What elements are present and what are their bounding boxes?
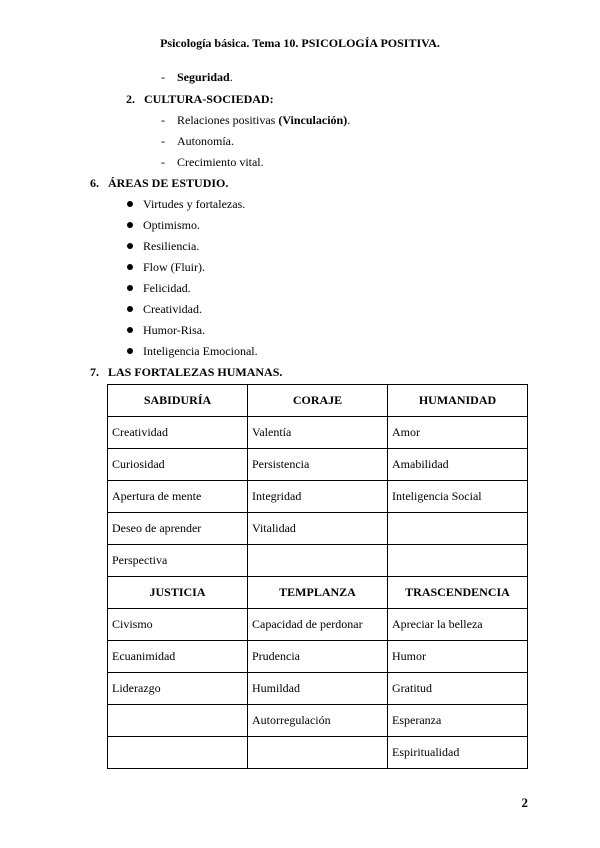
section-number: 2. [126,92,135,106]
table-cell: Espiritualidad [388,737,528,769]
bullet-label: Creatividad. [143,302,202,316]
table-header-row [108,385,528,417]
list-item: - Autonomía. [161,134,234,148]
bullet-label: Humor-Risa. [143,323,206,337]
bullet-item [127,239,199,254]
list-item-seguridad: - Seguridad. [161,70,233,84]
bullet-label: Virtudes y fortalezas. [143,197,246,211]
bullet-icon [127,243,133,249]
bullet-item [127,218,200,233]
table-header-cell: TRASCENDENCIA [388,577,528,609]
table-row [108,737,528,769]
bullet-label: Inteligencia Emocional. [143,344,258,358]
table-header-cell: HUMANIDAD [388,385,528,417]
section-heading-6 [90,176,228,191]
table-cell: Liderazgo [108,673,248,705]
table-header-cell: SABIDURÍA [108,385,248,417]
bullet-item [127,302,202,317]
section-title: ÁREAS DE ESTUDIO. [108,176,229,190]
bullet-icon [127,201,133,207]
bullet-item [127,197,245,212]
table-cell: Gratitud [388,673,528,705]
section-heading-2 [126,92,274,107]
bullet-icon [127,306,133,312]
table-cell: Persistencia [248,449,388,481]
table-cell: Civismo [108,609,248,641]
table-cell: Humor [388,641,528,673]
table-row [108,481,528,513]
table-row [108,449,528,481]
table-cell: Amabilidad [388,449,528,481]
table-cell [388,513,528,545]
table-cell: Apertura de mente [108,481,248,513]
section-number: 6. [90,176,99,190]
table-header-row [108,577,528,609]
table-cell: Capacidad de perdonar [248,609,388,641]
list-item-label: Autonomía. [177,134,234,148]
table-cell: Vitalidad [248,513,388,545]
section-number: 7. [90,365,99,379]
bullet-label: Optimismo. [143,218,201,232]
list-item-label: Seguridad [177,70,230,84]
bullet-icon [127,327,133,333]
bullet-icon [127,285,133,291]
table-row [108,705,528,737]
page-number: 2 [521,795,528,810]
table-row [108,513,528,545]
list-item: - Relaciones positivas (Vinculación). [161,113,351,127]
table-header-cell: CORAJE [248,385,388,417]
table-cell [248,737,388,769]
table-row [108,641,528,673]
section-title: LAS FORTALEZAS HUMANAS. [108,365,283,379]
table-cell: Autorregulación [248,705,388,737]
list-item: - Crecimiento vital. [161,155,264,169]
table-cell: Esperanza [388,705,528,737]
table-cell: Integridad [248,481,388,513]
table-row [108,673,528,705]
page-header: Psicología básica. Tema 10. PSICOLOGÍA POSITIVA. [160,36,440,50]
table-cell: Deseo de aprender [108,513,248,545]
section-heading-7 [90,365,282,380]
table-cell: Humildad [248,673,388,705]
table-cell: Amor [388,417,528,449]
table-row [108,417,528,449]
table-cell: Curiosidad [108,449,248,481]
bullet-item [127,344,258,359]
bullet-icon [127,264,133,270]
table-cell [388,545,528,577]
bullet-item [127,323,205,338]
bullet-item [127,281,191,296]
list-item-bold: (Vinculación) [278,113,348,127]
table-cell: Apreciar la belleza [388,609,528,641]
table-row [108,609,528,641]
table-cell: Creatividad [108,417,248,449]
bullet-item [127,260,205,275]
table-cell: Ecuanimidad [108,641,248,673]
table-cell: Inteligencia Social [388,481,528,513]
table-header-cell: JUSTICIA [108,577,248,609]
bullet-label: Felicidad. [143,281,191,295]
table-cell [108,705,248,737]
table-cell: Valentía [248,417,388,449]
table-cell [248,545,388,577]
strengths-table [107,384,528,769]
table-cell: Perspectiva [108,545,248,577]
bullet-label: Resiliencia. [143,239,200,253]
table-row [108,545,528,577]
section-title: CULTURA-SOCIEDAD: [144,92,274,106]
list-item-label: Relaciones positivas [177,113,279,127]
bullet-label: Flow (Fluir). [143,260,206,274]
table-header-cell: TEMPLANZA [248,577,388,609]
list-item-label: Crecimiento vital. [177,155,264,169]
bullet-icon [127,222,133,228]
table-cell: Prudencia [248,641,388,673]
table-cell [108,737,248,769]
bullet-icon [127,348,133,354]
